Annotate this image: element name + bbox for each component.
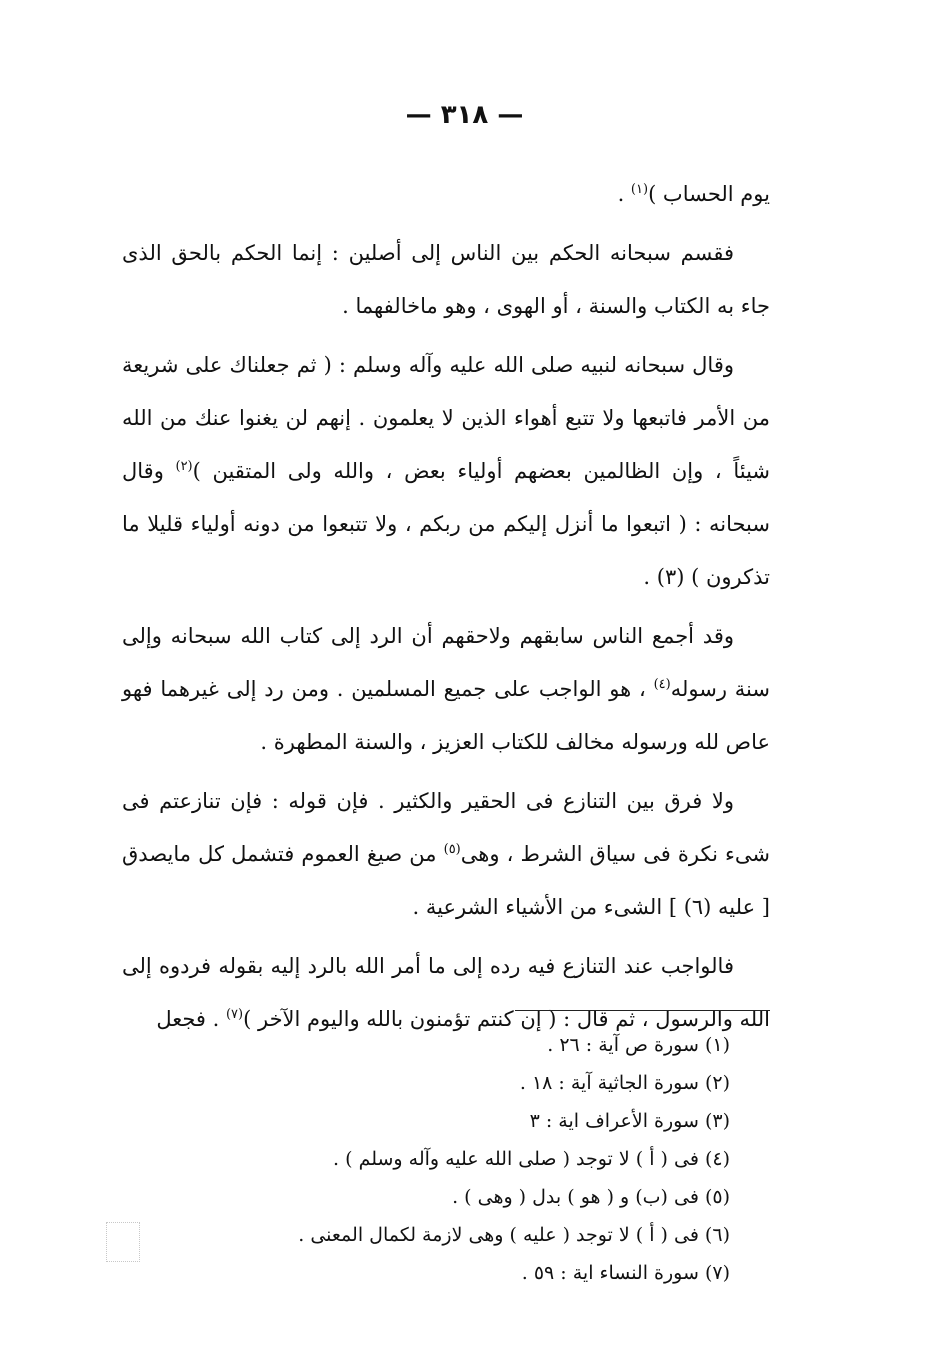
footnote-marker: (٤) (653, 677, 671, 692)
paragraph-text-tail: من صيغ العموم فتشمل كل مايصدق [ عليه (٦) ] الشىء من الأشياء الشرعية . (122, 842, 770, 919)
paragraph (122, 168, 770, 221)
footnote: (٤) فى ( أ ) لا توجد ( صلى الله عليه وآله وسلم ) . (333, 1148, 730, 1170)
paragraph-text: فالواجب عند التنازع فيه رده إلى ما أمر الله بالرد إليه بقوله فردوه إلى الله والرسول ، ثم قال : ( إن كنتم تؤمنون بالله واليوم الآخر ) (122, 954, 770, 1031)
main-text (122, 168, 770, 1052)
paragraph-text-tail: وقال سبحانه : ( اتبعوا ما أنزل إليكم من ربكم ، ولا تتبعوا من دونه أولياء قليلا ما تذكرون ) (٣) . (122, 459, 770, 589)
paragraph (122, 339, 770, 604)
footnotes (230, 1026, 730, 1292)
footnote: (٣) سورة الأعراف اية : ٣ (529, 1110, 730, 1132)
paragraph-text-tail: ، هو الواجب على جميع المسلمين . ومن رد إلى غيرهما فهو عاص لله ورسوله مخالف للكتاب العزيز ، والسنة المطهرة . (122, 677, 770, 754)
paragraph-text: ولا فرق بين التنازع فى الحقير والكثير . فإن قوله : فإن تنازعتم فى شىء نكرة فى سياق الشرط ، وهى (122, 789, 770, 866)
paragraph-text: وقد أجمع الناس سابقهم ولاحقهم أن الرد إلى كتاب الله سبحانه وإلى سنة رسوله (122, 624, 770, 701)
footnote: (١) سورة ص آية : ٢٦ . (547, 1034, 730, 1056)
footnote-marker: (٧) (225, 1007, 244, 1022)
paragraph-text-tail: . فجعل (156, 1007, 226, 1031)
footnote-marker: (٢) (175, 459, 193, 474)
scan-margin-mark (106, 1222, 140, 1262)
page-number: — ٣١٨ — (405, 100, 524, 130)
footnote: (٦) فى ( أ ) لا توجد ( عليه ) وهى لازمة لكمال المعنى . (298, 1224, 730, 1246)
footnote-separator (515, 1010, 770, 1011)
paragraph (122, 610, 770, 769)
footnote-marker: (٥) (443, 842, 461, 857)
footnote: (٢) سورة الجاثية آية : ١٨ . (519, 1072, 730, 1094)
paragraph-text: وقال سبحانه لنبيه صلى الله عليه وآله وسلم : ( ثم جعلناك على شريعة من الأمر فاتبعها ولا تتبع أهواء الذين لا يعلمون . إنهم لن يغنوا عنك من الله شيئاً ، وإن الظالمين بعضهم أولياء بعض ، والله ولى المتقين ) (122, 353, 770, 483)
paragraph (122, 227, 770, 333)
paragraph-text-tail: . (617, 182, 631, 206)
footnote-marker: (١) (630, 182, 649, 197)
paragraph (122, 775, 770, 934)
paragraph-text: فقسم سبحانه الحكم بين الناس إلى أصلين : إنما الحكم بالحق الذى جاء به الكتاب والسنة ، أو الهوى ، وهو ماخالفهما . (122, 241, 770, 318)
footnote: (٥) فى (ب) و ( هو ) بدل ( وهى ) . (452, 1186, 730, 1208)
paragraph-text: يوم الحساب ) (648, 182, 770, 206)
footnote: (٧) سورة النساء اية : ٥٩ . (521, 1262, 730, 1284)
